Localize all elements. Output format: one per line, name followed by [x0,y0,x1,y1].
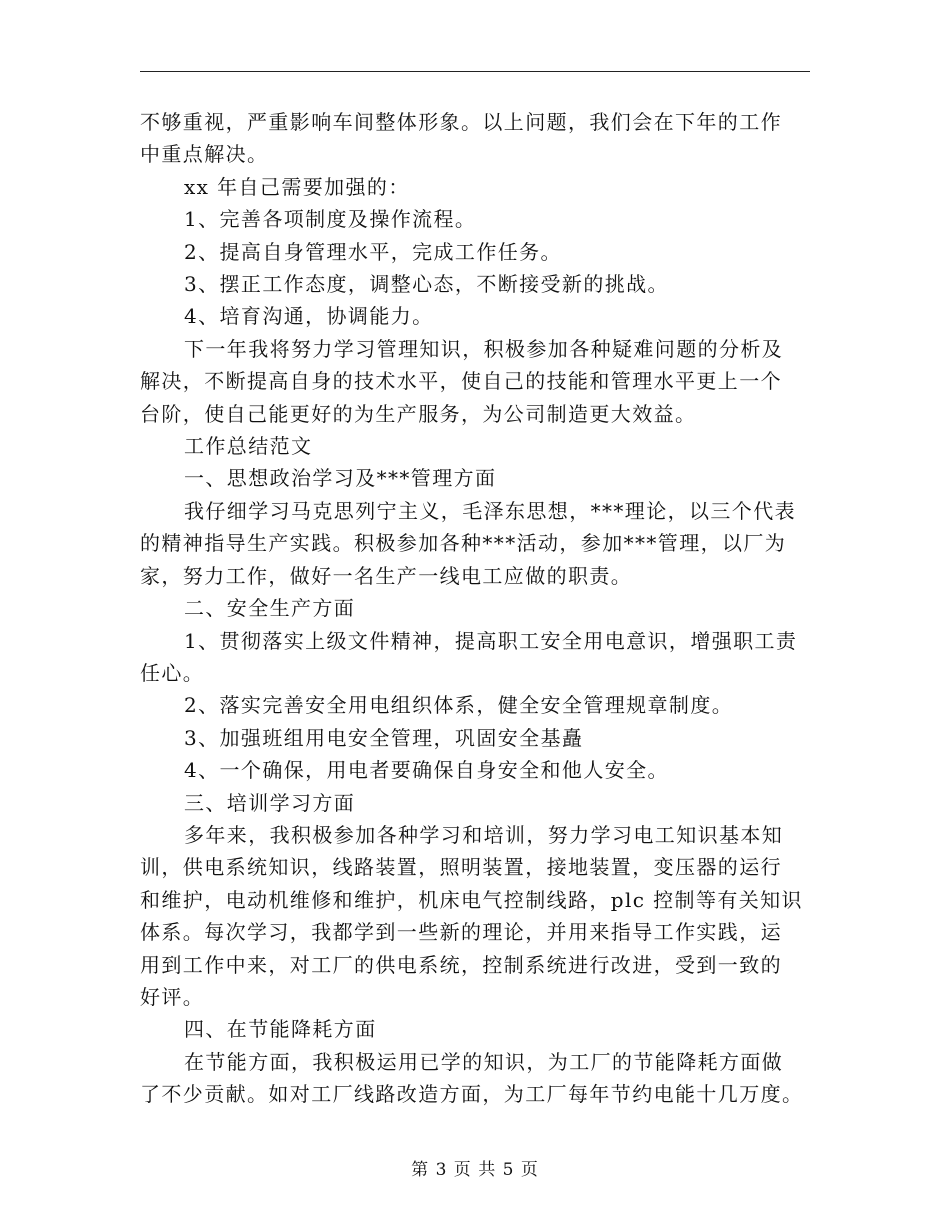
text-line: 在节能方面，我积极运用已学的知识，为工厂的节能降耗方面做 [184,1049,784,1074]
list-item: 2、提高自身管理水平，完成工作任务。 [184,239,562,264]
document-body [140,106,810,1111]
list-item: 1、贯彻落实上级文件精神，提高职工安全用电意识，增强职工责 [184,628,798,653]
list-item: 3、摆正工作态度，调整心态，不断接受新的挑战。 [184,272,669,297]
text-line: 台阶，使自己能更好的为生产服务，为公司制造更大效益。 [140,401,697,426]
list-item: 4、一个确保，用电者要确保自身安全和他人安全。 [184,758,669,783]
text-line: 好评。 [140,984,205,1009]
section-heading: 四、在节能降耗方面 [184,1017,377,1042]
list-item: 1、完善各项制度及操作流程。 [184,207,477,232]
list-item: 2、落实完善安全用电组织体系，健全安全管理规章制度。 [184,693,734,718]
text-line: 体系。每次学习，我都学到一些新的理论，并用来指导工作实践，运 [140,920,782,945]
text-line: 了不少贡献。如对工厂线路改造方面，为工厂每年节约电能十几万度。 [140,1082,804,1107]
section-heading: 一、思想政治学习及***管理方面 [184,466,497,491]
text-line: 不够重视，严重影响车间整体形象。以上问题，我们会在下年的工作 [140,110,782,134]
text-line: 解决，不断提高自身的技术水平，使自己的技能和管理水平更上一个 [140,369,782,394]
text-line: 任心。 [140,660,205,685]
section-title: 工作总结范文 [184,434,313,459]
header-rule [140,71,810,72]
text-line: 下一年我将努力学习管理知识，积极参加各种疑难问题的分析及 [184,336,784,361]
text-line: xx 年自己需要加强的： [184,174,410,199]
text-line: 的精神指导生产实践。积极参加各种***活动，参加***管理，以厂为 [140,531,787,556]
text-line: 多年来，我积极参加各种学习和培训，努力学习电工知识基本知 [184,822,784,847]
text-line: 中重点解决。 [140,142,269,167]
text-line: 和维护，电动机维修和维护，机床电气控制线路，plc 控制等有关知识 [140,887,803,912]
section-heading: 三、培训学习方面 [184,790,356,815]
list-item: 4、培育沟通，协调能力。 [184,304,434,329]
text-line: 我仔细学习马克思列宁主义，毛泽东思想，***理论，以三个代表 [184,498,796,523]
text-line: 用到工作中来，对工厂的供电系统，控制系统进行改进，受到一致的 [140,952,782,977]
page-number: 第 3 页 共 5 页 [411,1160,539,1180]
text-line: 家，努力工作，做好一名生产一线电工应做的职责。 [140,563,633,588]
text-line: 训，供电系统知识，线路装置，照明装置，接地装置，变压器的运行 [140,855,782,880]
list-item: 3、加强班组用电安全管理，巩固安全基矗 [184,725,584,750]
section-heading: 二、安全生产方面 [184,596,356,621]
